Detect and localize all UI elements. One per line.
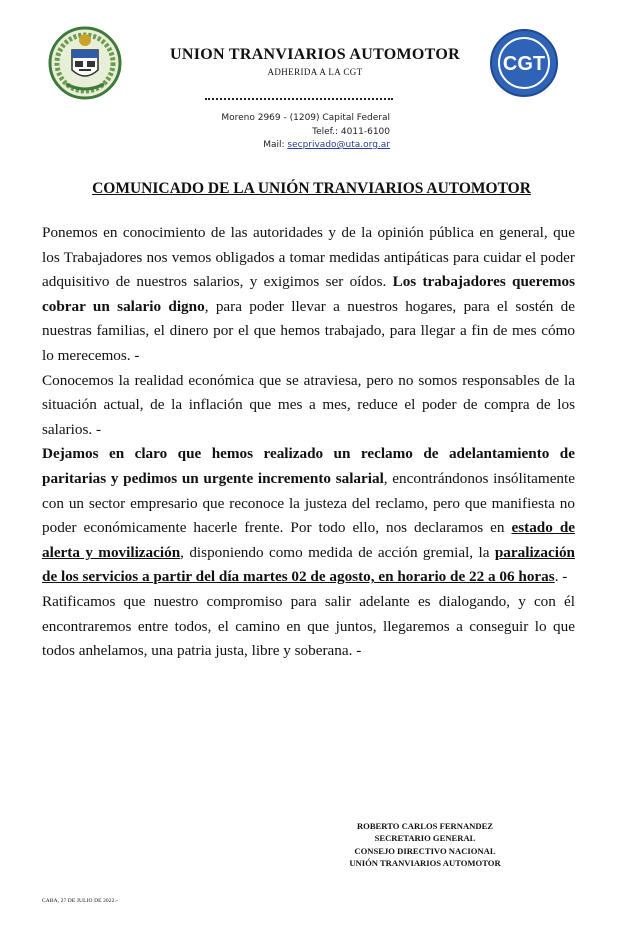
p1-text-a: Ponemos en conocimiento de las autoridades y de la opinión pública en general, que los Trabajadores nos vemos obligados a tomar medidas antipáticas para cuidar el poder adquisitivo de nuestros salarios, y exigimos ser oídos. bbox=[42, 224, 575, 291]
header-divider bbox=[205, 98, 393, 100]
paragraph-1 bbox=[42, 221, 575, 369]
contact-phone: Telef.: 4011-6100 bbox=[312, 127, 390, 137]
p1-bold: Los trabajadores queremos cobrar un salario digno bbox=[42, 273, 576, 315]
paragraph-2: Conocemos la realidad económica que se atraviesa, pero no somos responsables de la situación actual, de la inflación que mes a mes, reduce el poder de compra de los salarios. - bbox=[42, 371, 575, 438]
signatory-name: ROBERTO CARLOS FERNANDEZ bbox=[356, 821, 494, 831]
mail-label: Mail: bbox=[263, 140, 285, 150]
contact-address: Moreno 2969 - (1209) Capital Federal bbox=[221, 113, 390, 123]
document-date: CABA, 27 DE JULIO DE 2022.- bbox=[42, 898, 118, 904]
p3-strike-schedule: paralización de los servicios a partir del día martes 02 de agosto, en horario de 22 a 06 horas bbox=[42, 543, 575, 586]
contact-mail bbox=[190, 140, 390, 150]
paragraph-3 bbox=[42, 442, 575, 590]
cgt-logo-text: CGT bbox=[502, 53, 546, 75]
mail-link[interactable]: secprivado@uta.org.ar bbox=[287, 140, 390, 150]
document-body bbox=[42, 221, 575, 664]
document-title: COMUNICADO DE LA UNIÓN TRANVIARIOS AUTOMOTOR bbox=[92, 180, 531, 197]
p1-text-c: , para poder llevar a nuestros hogares, para el sostén de nuestras familias, el dinero por el que hemos trabajado, para llegar a fin de mes cómo lo merecemos. - bbox=[42, 297, 575, 364]
uta-emblem-logo bbox=[48, 26, 122, 100]
signatory-body: CONSEJO DIRECTIVO NACIONAL bbox=[354, 845, 496, 856]
paragraph-4: Ratificamos que nuestro compromiso para salir adelante es dialogando, y con él encontraremos entre todos, el camino en que juntos, llegaremos a conseguir lo que todos anhelamos, una patria justa, libre y soberana. - bbox=[42, 592, 575, 660]
signatory-org: UNIÓN TRANVIARIOS AUTOMOTOR bbox=[349, 857, 501, 868]
cgt-emblem-logo bbox=[489, 28, 559, 98]
signature-block bbox=[300, 820, 550, 869]
p3-bold-a: Dejamos en claro que hemos realizado un reclamo de adelantamiento de paritarias y pedimos un urgente incremento salarial bbox=[42, 445, 575, 487]
signatory-role: SECRETARIO GENERAL bbox=[374, 833, 476, 844]
p3-text-b: , encontrándonos insólitamente con un sector empresario que reconoce la justeza del reclamo, pero que manifiesta no poder económicamente hacerle frente. Por todo ello, nos declaramos en bbox=[42, 469, 575, 537]
org-name: UNION TRANVIARIOS AUTOMOTOR bbox=[170, 46, 460, 63]
p3-text-d: , disponiendo como medida de acción gremial, la bbox=[180, 543, 495, 561]
org-affiliation: ADHERIDA A LA CGT bbox=[267, 67, 363, 77]
p3-text-f: . - bbox=[554, 568, 568, 586]
p3-alert-status: estado de alerta y movilización bbox=[42, 519, 576, 561]
